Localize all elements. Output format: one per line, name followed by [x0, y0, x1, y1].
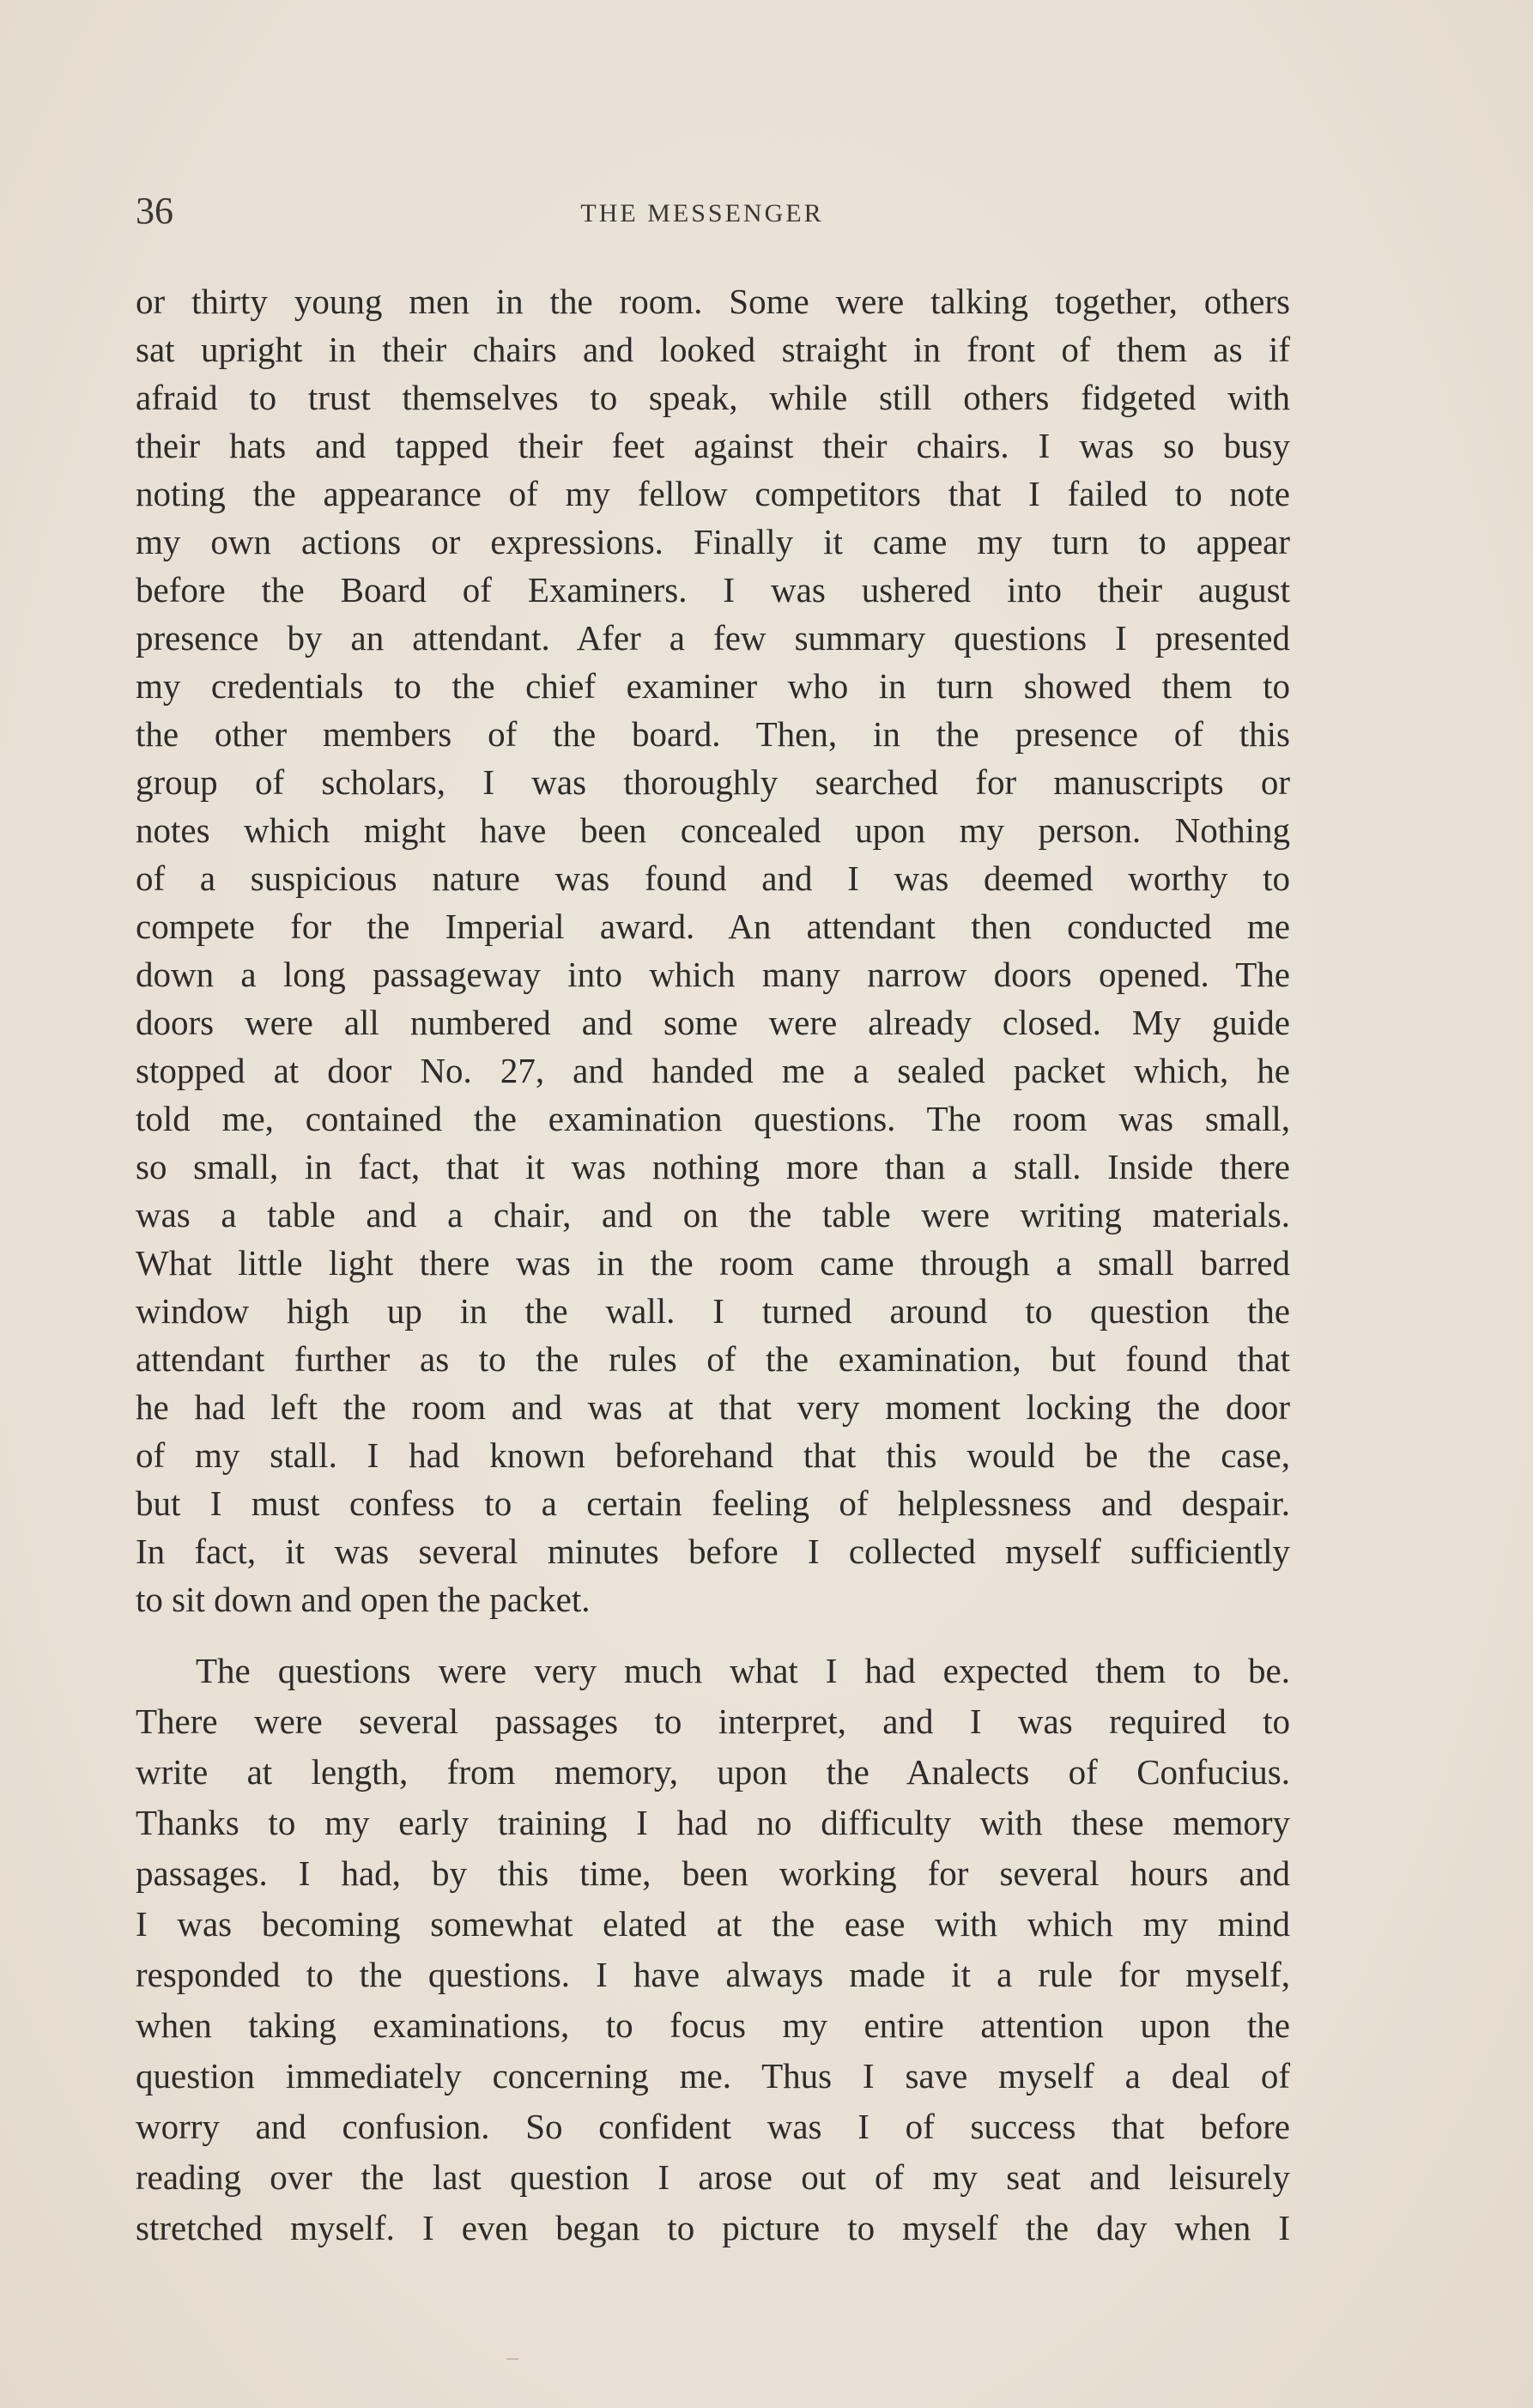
text-line: when taking examinations, to focus my entire attention upon the	[136, 2005, 1290, 2045]
paper-speck	[506, 2358, 518, 2360]
text-line: so small, in fact, that it was nothing more than a stall. Inside there	[136, 1147, 1290, 1186]
text-line: stretched myself. I even began to picture to myself the day when I	[136, 2208, 1290, 2247]
text-line: before the Board of Examiners. I was ushered into their august	[136, 570, 1290, 610]
text-line: reading over the last question I arose out of my seat and leisurely	[136, 2157, 1290, 2197]
text-line: of a suspicious nature was found and I was deemed worthy to	[136, 858, 1290, 898]
text-line: but I must confess to a certain feeling of helplessness and despair.	[136, 1483, 1290, 1523]
text-line: noting the appearance of my fellow competitors that I failed to note	[136, 474, 1290, 513]
text-line: attendant further as to the rules of the examination, but found that	[136, 1339, 1290, 1379]
text-line: worry and confusion. So confident was I of success that before	[136, 2107, 1290, 2146]
text-line: What little light there was in the room came through a small barred	[136, 1243, 1290, 1283]
text-line: notes which might have been concealed upon my person. Nothing	[136, 810, 1290, 850]
text-line: write at length, from memory, upon the Analects of Confucius.	[136, 1752, 1290, 1792]
text-line: sat upright in their chairs and looked straight in front of them as if	[136, 330, 1290, 369]
text-line: to sit down and open the packet.	[136, 1580, 591, 1619]
text-line: was a table and a chair, and on the table were writing materials.	[136, 1195, 1290, 1234]
text-line: group of scholars, I was thoroughly searched for manuscripts or	[136, 762, 1290, 802]
text-line: question immediately concerning me. Thus I save myself a deal of	[136, 2056, 1290, 2096]
body-text	[136, 277, 1290, 2253]
text-line: passages. I had, by this time, been working for several hours and	[136, 1853, 1290, 1893]
text-line: window high up in the wall. I turned around to question the	[136, 1291, 1290, 1331]
text-line: In fact, it was several minutes before I collected myself sufficiently	[136, 1532, 1290, 1571]
text-line: I was becoming somewhat elated at the ease with which my mind	[136, 1904, 1290, 1944]
text-line: compete for the Imperial award. An attendant then conducted me	[136, 907, 1290, 946]
text-line: or thirty young men in the room. Some were talking together, others	[136, 282, 1290, 321]
paragraph	[136, 1646, 1290, 2253]
text-line: told me, contained the examination questions. The room was small,	[136, 1099, 1290, 1138]
text-line: responded to the questions. I have always made it a rule for myself,	[136, 1955, 1290, 1994]
text-line: afraid to trust themselves to speak, while still others fidgeted with	[136, 378, 1290, 417]
text-line: presence by an attendant. Afer a few summary questions I presented	[136, 618, 1290, 658]
running-title: THE MESSENGER	[580, 199, 824, 227]
paragraph-gap	[136, 1623, 1290, 1646]
text-line: the other members of the board. Then, in the presence of this	[136, 714, 1290, 754]
paragraph	[136, 277, 1290, 1623]
text-line: my credentials to the chief examiner who in turn showed them to	[136, 666, 1290, 706]
running-head	[136, 187, 1290, 235]
text-line: their hats and tapped their feet against their chairs. I was so busy	[136, 426, 1290, 465]
text-line: down a long passageway into which many narrow doors opened. The	[136, 955, 1290, 994]
text-line: of my stall. I had known beforehand that this would be the case,	[136, 1435, 1290, 1475]
text-line: he had left the room and was at that very moment locking the door	[136, 1387, 1290, 1427]
text-line: stopped at door No. 27, and handed me a sealed packet which, he	[136, 1051, 1290, 1090]
page-number: 36	[136, 190, 173, 232]
text-line: There were several passages to interpret, and I was required to	[136, 1701, 1290, 1741]
text-line: doors were all numbered and some were already closed. My guide	[136, 1003, 1290, 1042]
text-line: The questions were very much what I had expected them to be.	[196, 1651, 1290, 1690]
text-line: Thanks to my early training I had no difficulty with these memory	[136, 1803, 1290, 1842]
text-line: my own actions or expressions. Finally it came my turn to appear	[136, 522, 1290, 561]
